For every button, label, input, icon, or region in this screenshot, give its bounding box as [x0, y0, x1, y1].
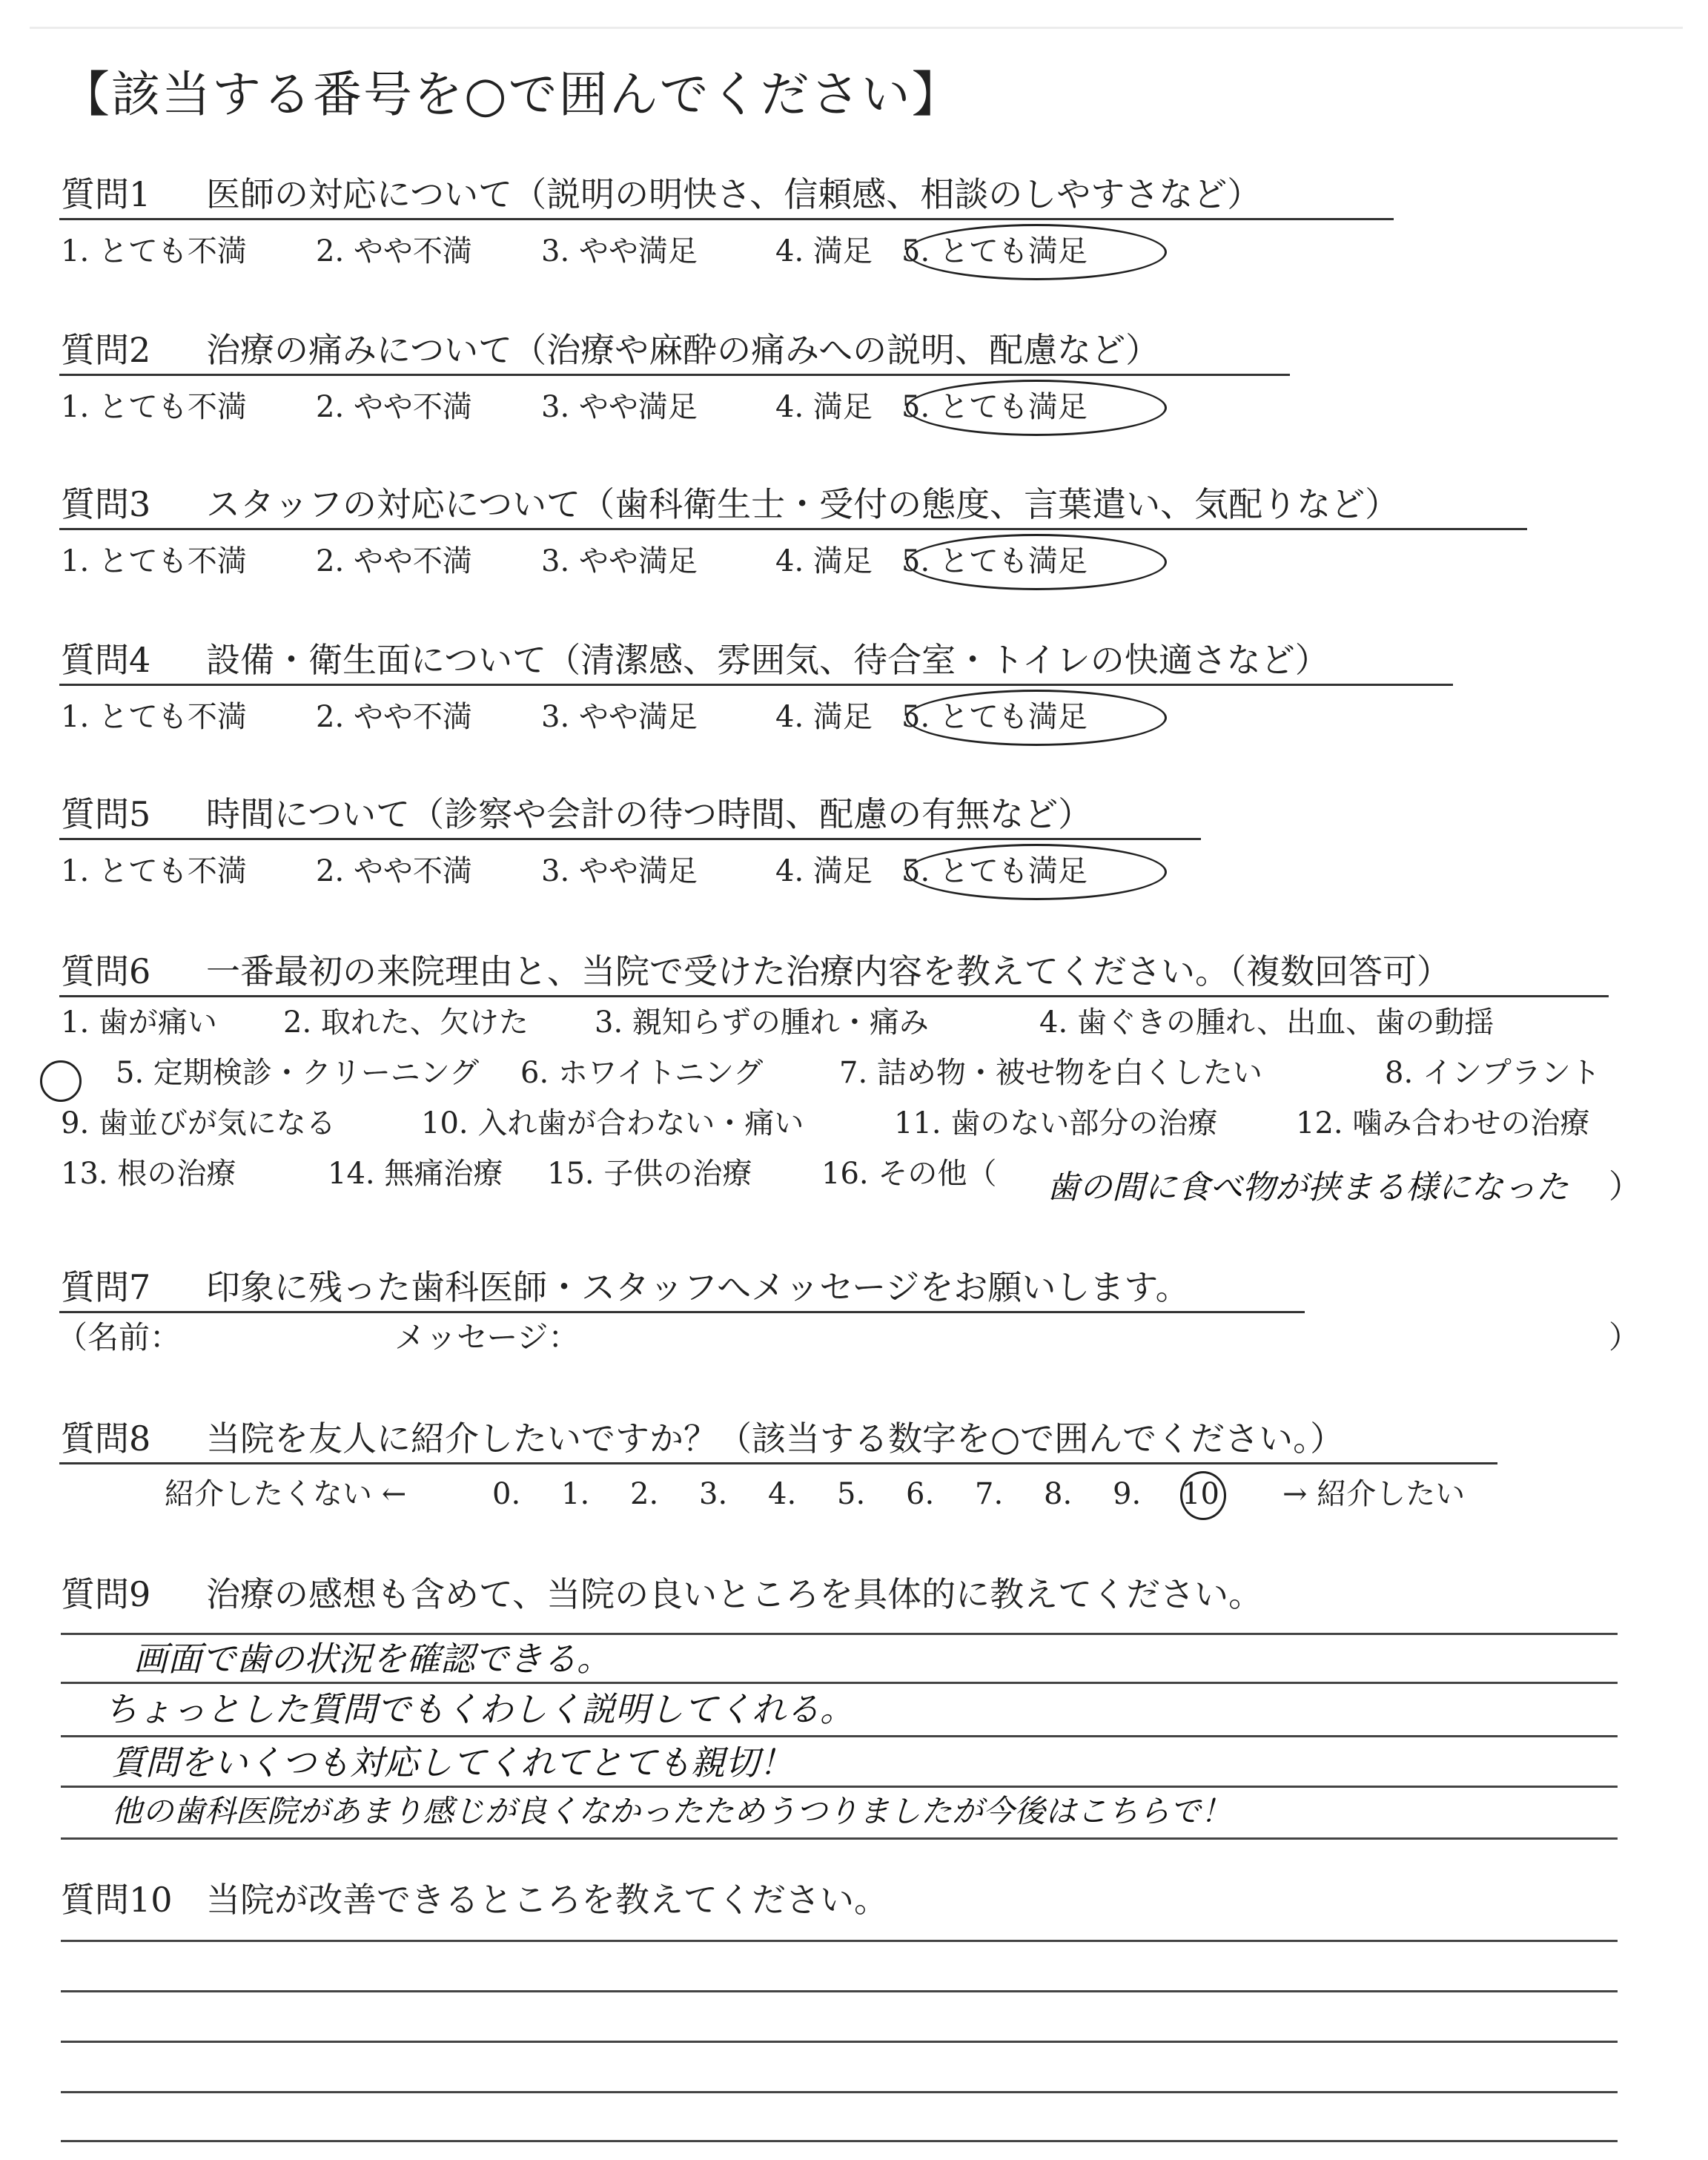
- q8-scale-option[interactable]: 8.: [1044, 1477, 1073, 1511]
- q8-left-label: 紹介したくない ←: [165, 1477, 407, 1511]
- q10-answer-line: [61, 2041, 1618, 2043]
- q9-title: 質問9 治療の感想も含めて、当院の良いところを具体的に教えてください。: [61, 1574, 1263, 1614]
- q7-title: 質問7 印象に残った歯科医師・スタッフへメッセージをお願いします。: [61, 1267, 1190, 1307]
- q6-option[interactable]: 2. 取れた、欠けた: [283, 1005, 529, 1040]
- q6-underline: [59, 995, 1609, 997]
- q9-answer-line: [61, 1682, 1618, 1684]
- q7-close-paren: ）: [1609, 1319, 1641, 1355]
- q8-scale-option[interactable]: 5.: [837, 1477, 866, 1511]
- q6-title: 質問6 一番最初の来院理由と、当院で受けた治療内容を教えてください。（複数回答可）: [61, 951, 1451, 991]
- q5-selected-circle: [906, 844, 1167, 900]
- q6-option[interactable]: 3. 親知らずの腫れ・痛み: [595, 1005, 929, 1040]
- q8-selected-circle: [1180, 1471, 1226, 1520]
- q3-option-5[interactable]: 5. とても満足: [901, 544, 1088, 578]
- page-top-edge: [30, 27, 1683, 29]
- q8-scale-option[interactable]: 1.: [561, 1477, 590, 1511]
- q1-option-1[interactable]: 1. とても不満: [61, 234, 247, 268]
- q9-answer-1: 画面で歯の状況を確認できる。: [133, 1639, 611, 1679]
- q9-answer-line: [61, 1786, 1618, 1788]
- q10-answer-line: [61, 1940, 1618, 1942]
- q3-option-2[interactable]: 2. やや不満: [316, 544, 472, 578]
- q10-answer-line: [61, 2140, 1618, 2142]
- q6-option[interactable]: 6. ホワイトニング: [520, 1056, 764, 1090]
- q1-title: 質問1 医師の対応について（説明の明快さ、信頼感、相談のしやすさなど）: [61, 174, 1262, 214]
- q6-option[interactable]: 11. 歯のない部分の治療: [894, 1106, 1218, 1140]
- q9-answer-line: [61, 1837, 1618, 1840]
- q9-answer-2: ちょっとした質問でもくわしく説明してくれる。: [104, 1689, 854, 1729]
- q6-option[interactable]: 14. 無痛治療: [328, 1157, 503, 1191]
- q6-option[interactable]: 15. 子供の治療: [547, 1157, 752, 1191]
- q2-option-4[interactable]: 4. 満足: [775, 390, 873, 424]
- q4-selected-circle: [906, 690, 1167, 746]
- q3-option-1[interactable]: 1. とても不満: [61, 544, 247, 578]
- q8-scale-option[interactable]: 3.: [699, 1477, 728, 1511]
- q2-option-3[interactable]: 3. やや満足: [541, 390, 698, 424]
- q6-option[interactable]: 1. 歯が痛い: [61, 1005, 217, 1040]
- q4-option-3[interactable]: 3. やや満足: [541, 700, 698, 734]
- q3-underline: [59, 528, 1527, 530]
- q1-underline: [59, 218, 1394, 220]
- q6-option[interactable]: 13. 根の治療: [61, 1157, 236, 1191]
- q3-selected-circle: [906, 534, 1167, 590]
- q2-selected-circle: [906, 380, 1167, 436]
- q9-answer-4: 他の歯科医院があまり感じが良くなかったためうつりましたが今後はこちらで！: [111, 1793, 1232, 1829]
- q9-answer-line: [61, 1633, 1618, 1635]
- q8-scale-option[interactable]: 4.: [768, 1477, 797, 1511]
- q6-other-handwritten: 歯の間に食べ物が挟まる様になった: [1047, 1169, 1569, 1206]
- q9-answer-line: [61, 1735, 1618, 1737]
- q6-other-close: ）: [1609, 1168, 1641, 1206]
- q3-option-4[interactable]: 4. 満足: [775, 544, 873, 578]
- q8-underline: [59, 1462, 1497, 1464]
- q6-option[interactable]: 10. 入れ歯が合わない・痛い: [421, 1106, 804, 1140]
- q6-option[interactable]: 4. 歯ぐきの腫れ、出血、歯の動揺: [1039, 1005, 1494, 1040]
- q10-answer-line: [61, 1990, 1618, 1992]
- q6-option[interactable]: 8. インプラント: [1385, 1056, 1601, 1090]
- q8-title: 質問8 当院を友人に紹介したいですか？（該当する数字を○で囲んでください。）: [61, 1418, 1345, 1459]
- q2-underline: [59, 374, 1290, 376]
- q10-answer-line: [61, 2091, 1618, 2093]
- q8-scale-option[interactable]: 7.: [975, 1477, 1004, 1511]
- q6-option[interactable]: 5. 定期検診・クリーニング: [116, 1056, 480, 1090]
- q10-title: 質問10 当院が改善できるところを教えてください。: [61, 1880, 888, 1920]
- q7-underline: [59, 1311, 1305, 1313]
- q5-option-4[interactable]: 4. 満足: [775, 854, 873, 888]
- q9-answer-3: 質問をいくつも対応してくれてとても親切！: [111, 1743, 793, 1783]
- q4-underline: [59, 684, 1453, 686]
- q6-option[interactable]: 7. 詰め物・被せ物を白くしたい: [839, 1056, 1262, 1090]
- q5-title: 質問5 時間について（診察や会計の待つ時間、配慮の有無など）: [61, 794, 1093, 834]
- q8-scale-option[interactable]: 6.: [906, 1477, 935, 1511]
- q8-scale-option[interactable]: 9.: [1113, 1477, 1142, 1511]
- q2-option-5[interactable]: 5. とても満足: [901, 390, 1088, 424]
- q1-option-3[interactable]: 3. やや満足: [541, 234, 698, 268]
- q8-scale-option[interactable]: 10: [1182, 1477, 1219, 1511]
- q6-selected-circle: [40, 1060, 82, 1102]
- q1-option-2[interactable]: 2. やや不満: [316, 234, 472, 268]
- q8-scale-option[interactable]: 0.: [492, 1477, 521, 1511]
- q7-name-label: （名前：: [56, 1319, 182, 1355]
- q5-option-3[interactable]: 3. やや満足: [541, 854, 698, 888]
- q6-option[interactable]: 12. 噛み合わせの治療: [1296, 1106, 1590, 1140]
- q1-option-5[interactable]: 5. とても満足: [901, 234, 1088, 268]
- page-title: 【該当する番号を○で囲んでください】: [61, 66, 962, 123]
- q7-message-label: メッセージ：: [394, 1319, 580, 1355]
- q8-right-label: → 紹介したい: [1282, 1477, 1466, 1511]
- q4-option-2[interactable]: 2. やや不満: [316, 700, 472, 734]
- q3-title: 質問3 スタッフの対応について（歯科衛生士・受付の態度、言葉遣い、気配りなど）: [61, 484, 1400, 524]
- q4-option-4[interactable]: 4. 満足: [775, 700, 873, 734]
- q2-title: 質問2 治療の痛みについて（治療や麻酔の痛みへの説明、配慮など）: [61, 330, 1160, 370]
- q1-option-4[interactable]: 4. 満足: [775, 234, 873, 268]
- q5-underline: [59, 838, 1201, 840]
- q4-title: 質問4 設備・衛生面について（清潔感、雰囲気、待合室・トイレの快適さなど）: [61, 640, 1329, 680]
- q8-scale-option[interactable]: 2.: [630, 1477, 659, 1511]
- q3-option-3[interactable]: 3. やや満足: [541, 544, 698, 578]
- q4-option-5[interactable]: 5. とても満足: [901, 700, 1088, 734]
- q4-option-1[interactable]: 1. とても不満: [61, 700, 247, 734]
- q6-option[interactable]: 16. その他（: [821, 1157, 997, 1191]
- q2-option-2[interactable]: 2. やや不満: [316, 390, 472, 424]
- q6-option[interactable]: 9. 歯並びが気になる: [61, 1106, 336, 1140]
- q5-option-2[interactable]: 2. やや不満: [316, 854, 472, 888]
- q5-option-5[interactable]: 5. とても満足: [901, 854, 1088, 888]
- q5-option-1[interactable]: 1. とても不満: [61, 854, 247, 888]
- q1-selected-circle: [906, 224, 1167, 280]
- q2-option-1[interactable]: 1. とても不満: [61, 390, 247, 424]
